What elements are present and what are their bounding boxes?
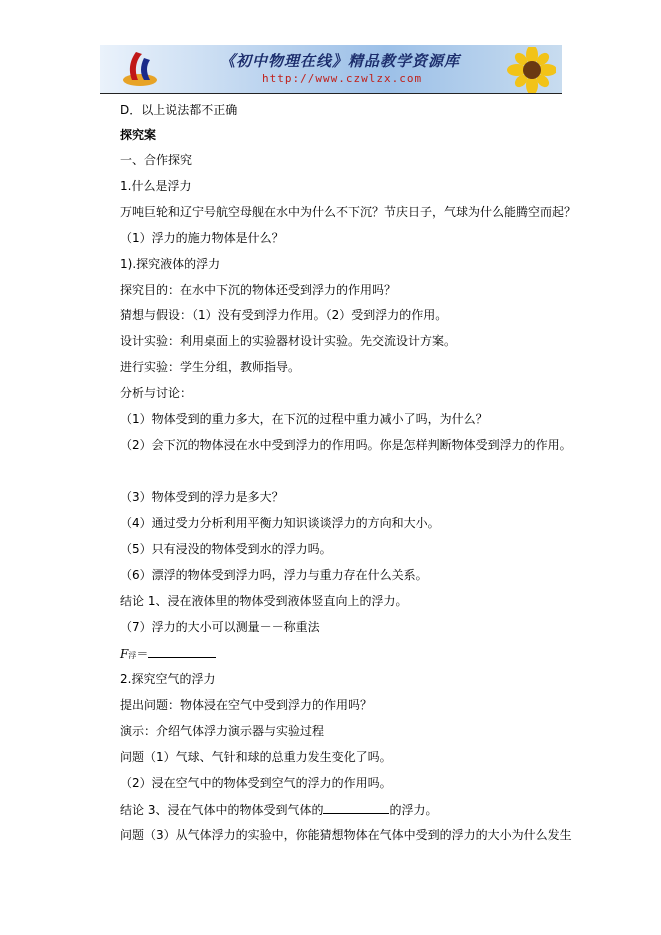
text-line: 一、合作探究 [120, 153, 193, 167]
text-line: （3）物体受到的浮力是多大？ [120, 490, 284, 504]
text-line: （2）会下沉的物体浸在水中受到浮力的作用吗。你是怎样判断物体受到浮力的作用。 [120, 438, 572, 452]
sunflower-icon [492, 47, 556, 93]
logo-icon [120, 48, 160, 88]
formula-equals: ＝ [136, 647, 149, 661]
text-line: 问题（1）气球、气针和球的总重力发生变化了吗。 [120, 750, 392, 764]
text-line: （7）浮力的大小可以测量－－称重法 [120, 620, 320, 634]
text-line: 结论 1、浸在液体里的物体受到液体竖直向上的浮力。 [120, 594, 408, 608]
text-line: （2）浸在空气中的物体受到空气的浮力的作用吗。 [120, 776, 392, 790]
formula-line [120, 645, 216, 664]
answer-blank [148, 645, 216, 658]
text-line: 探究目的：在水中下沉的物体还受到浮力的作用吗？ [120, 283, 397, 297]
text-line: 猜想与假设：（1）没有受到浮力作用。（2）受到浮力的作用。 [120, 308, 448, 322]
text-line: 设计实验：利用桌面上的实验器材设计实验。先交流设计方案。 [120, 334, 457, 348]
answer-blank [323, 801, 389, 814]
section-heading: 探究案 [120, 128, 157, 142]
conclusion-line [120, 801, 437, 818]
text-line: 2.探究空气的浮力 [120, 672, 216, 686]
header-banner [100, 45, 562, 94]
text-line: 问题（3）从气体浮力的实验中，你能猜想物体在气体中受到的浮力的大小为什么发生 [120, 828, 572, 842]
text-line: 进行实验：学生分组，教师指导。 [120, 360, 301, 374]
force-subscript: 浮 [128, 651, 137, 660]
text-line: （6）漂浮的物体受到浮力吗，浮力与重力存在什么关系。 [120, 568, 428, 582]
text-line: 提出问题：物体浸在空气中受到浮力的作用吗？ [120, 698, 373, 712]
text-line: （1）物体受到的重力多大，在下沉的过程中重力减小了吗，为什么？ [120, 412, 488, 426]
force-symbol: F [120, 647, 129, 661]
text-line: 演示：介绍气体浮力演示器与实验过程 [120, 724, 325, 738]
text-line: D．以上说法都不正确 [120, 103, 238, 117]
banner-title: 《初中物理在线》精品教学资源库 [220, 52, 461, 70]
text-line: 万吨巨轮和辽宁号航空母舰在水中为什么不下沉？节庆日子，气球为什么能腾空而起？ [120, 205, 577, 219]
conclusion-text-after: 的浮力。 [389, 803, 438, 817]
conclusion-text-before: 结论 3、浸在气体中的物体受到气体的 [120, 803, 324, 817]
text-line: （1）浮力的施力物体是什么？ [120, 231, 284, 245]
text-line: （4）通过受力分析利用平衡力知识谈谈浮力的方向和大小。 [120, 516, 440, 530]
text-line: 分析与讨论： [120, 386, 193, 400]
text-line: （5）只有浸没的物体受到水的浮力吗。 [120, 542, 332, 556]
banner-url: http://www.czwlzx.com [262, 72, 423, 85]
text-line: 1.什么是浮力 [120, 179, 192, 193]
text-line: 1).探究液体的浮力 [120, 257, 221, 271]
